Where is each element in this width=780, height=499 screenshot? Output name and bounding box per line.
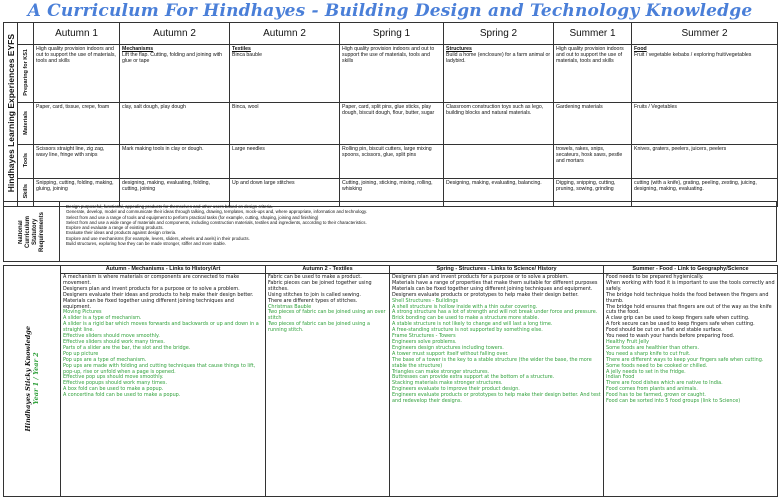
knowledge-line: A mechanism is where materials or components are connected to make movement. (63, 274, 240, 286)
knowledge-header: Autumn 2 - Textiles (266, 266, 390, 274)
page-title: A Curriculum For Hindhayes - Building Design and Technology Knowledge (27, 1, 753, 21)
knowledge-header: Autumn - Mechanisms - Links to History/Art (61, 266, 266, 274)
knowledge-line: A shell structure is hollow inside with a thin outer covering. (392, 303, 538, 310)
knowledge-line: Shell Structures - Buildings (392, 297, 459, 304)
row-label: Tools (22, 153, 29, 168)
knowledge-line: A free-standing structure is not supported by something else. (392, 327, 543, 334)
eyfs-row-preparing (4, 45, 778, 103)
knowledge-line: When working with food it is important to use the tools correctly and safely. (606, 279, 775, 292)
knowledge-year-label: Year 1 / Year 2 (32, 352, 40, 405)
nc-item: Evaluate their ideas and products against design criteria. (66, 230, 177, 236)
knowledge-line: Christmas Bauble (268, 303, 312, 310)
sticky-knowledge-grid (3, 265, 778, 497)
knowledge-line: A claw grip can be used to keep fingers safe when cutting. (606, 315, 750, 322)
knowledge-line: Stacking materials make stronger structures. (392, 380, 503, 387)
knowledge-line: Effective popups should work many times. (63, 380, 168, 387)
knowledge-line: Materials can be fixed together using different joining techniques and equipment. (392, 285, 593, 292)
knowledge-header: Spring - Structures - Links to Science/ History (390, 266, 604, 274)
knowledge-line: There are food dishes which are native to India. (606, 380, 723, 387)
knowledge-line: The base of a tower is the key to a stable structure (the wider the base, the more stable the structure) (392, 356, 592, 369)
term-header: Spring 1 (340, 23, 444, 45)
knowledge-line: Buttresses can provide extra support at the bottom of a structure. (392, 374, 555, 381)
eyfs-cell: Textiles Binca bauble (230, 45, 340, 103)
eyfs-cell: Mechanisms Lift the flap. Cutting, folding and joining with glue or tape (120, 45, 230, 103)
knowledge-line: Designers evaluate products or prototypes to help make their design better. (392, 291, 579, 298)
eyfs-cell: Large needles (230, 145, 340, 179)
knowledge-line: A fork secure can be used to keep fingers safe when cutting. (606, 321, 755, 328)
eyfs-side-label: Hindhayes Learning Experiences EYFS (5, 34, 16, 193)
row-label: Materials (22, 110, 29, 135)
term-header: Autumn 1 (34, 23, 120, 45)
knowledge-line: Materials have a range of properties that make them suitable for different purposes (392, 279, 598, 286)
knowledge-line: Engineers evaluate products or prototypes to help make their design better. And test and redevelop their designs. (392, 392, 601, 405)
knowledge-line: Designers plan and invent products for a purpose or to solve a problem. (392, 274, 569, 280)
eyfs-cell: Knives, graters, peelers, juicers, peelers (632, 145, 778, 179)
knowledge-line: Moving Pictures (63, 309, 102, 316)
knowledge-line: Effective sliders should move smoothly. (63, 333, 160, 340)
eyfs-cell: High quality provision indoors and out to support the use of materials, tools and skills (554, 45, 632, 103)
knowledge-line: Engineers evaluate to improve their product design. (392, 386, 520, 393)
knowledge-line: The bridge hold technique holds the food between the fingers and thumb. (606, 291, 769, 304)
eyfs-cell: trowels, rakes, snips, secateurs, hosk saws, pestle and mortars (554, 145, 632, 179)
row-label: Skills (22, 184, 29, 199)
eyfs-cell: Paper, card, split pins, glue sticks, play dough, biscuit dough, flour, butter, sugar (340, 103, 444, 145)
eyfs-cell: Digging, snipping, cutting, pruning, sowing, grinding (554, 179, 632, 207)
nc-item: Design purposeful, functional, appealing products for themselves and other users based on design criteria. (66, 204, 273, 209)
eyfs-cell: Classroom construction toys such as lego, building blocks and natural materials. (444, 103, 554, 145)
corner-cell (18, 23, 34, 45)
row-label: Preparing for KS1 (22, 49, 29, 96)
knowledge-line: Food has to be farmed, grown or caught. (606, 392, 706, 399)
eyfs-cell: designing, making, evaluating, folding, cutting, joining (120, 179, 230, 207)
knowledge-column (266, 274, 390, 497)
knowledge-line: Fabric can be used to make a product. (268, 274, 362, 280)
nc-item: Select from and use a range of tools and equipment to perform practical tasks (for example, cutting, shaping, joining and finishing) (66, 214, 319, 220)
eyfs-cell: cutting (with a knife), grating, peeling, zesting, juicing, designing, making, evaluating. (632, 179, 778, 207)
knowledge-line: Brick bonding can be used to make a structure more stable. (392, 315, 540, 322)
knowledge-line: Some foods need to be cooked or chilled. (606, 362, 708, 369)
eyfs-cell: clay, salt dough, play dough (120, 103, 230, 145)
eyfs-cell: Snipping, cutting, folding, making, gluing, joining (34, 179, 120, 207)
knowledge-line: Fabric pieces can be joined together using stitches. (268, 279, 372, 292)
knowledge-line: Triangles can make stronger structures. (392, 368, 490, 375)
knowledge-line: Some foods are healthier than others. (606, 344, 700, 351)
knowledge-line: Indian Food (606, 374, 635, 381)
knowledge-line: Healthy Fruit Jelly (606, 338, 649, 345)
knowledge-line: Effective pop ups should move smoothly. (63, 374, 164, 381)
knowledge-line: Food should be cut on a flat and stable surface. (606, 327, 723, 334)
eyfs-cell: Rolling pin, biscuit cutters, large mixing spoons, scissors, glue, split pins (340, 145, 444, 179)
eyfs-cell: Up and down large stitches (230, 179, 340, 207)
knowledge-line: A strong structure has a lot of strength and will not break under force and pressure. (392, 309, 598, 316)
knowledge-column (390, 274, 604, 497)
knowledge-line: You need to wash your hands before preparing food. (606, 333, 735, 340)
knowledge-line: Materials can be fixed together using different joining techniques and equipment. (63, 297, 234, 310)
knowledge-line: Frame Structures - Towers (392, 333, 456, 340)
eyfs-cell: Binca, wool (230, 103, 340, 145)
term-header: Autumn 2 (230, 23, 340, 45)
eyfs-cell: High quality provision indoors and out to support the use of materials, tools and skills (340, 45, 444, 103)
knowledge-line: Engineers solve problems. (392, 338, 457, 345)
eyfs-cell: Designing, making, evaluating, balancing. (444, 179, 554, 207)
row-label-cell (18, 45, 34, 103)
eyfs-side-label-cell (4, 23, 18, 207)
knowledge-line: Two pieces of fabric can be joined using an over stitch (268, 309, 386, 322)
national-curriculum-list (66, 204, 766, 246)
knowledge-line: Engineers design structures including towers. (392, 344, 504, 351)
eyfs-cell (444, 145, 554, 179)
knowledge-line: A concertina fold can be used to make a popup. (63, 392, 181, 399)
knowledge-line: A stable structure is not likely to change and will last a long time. (392, 321, 553, 328)
knowledge-line: Designers plan and invent products for a purpose or to solve a problem. (63, 285, 240, 292)
nc-item: Explore and evaluate a range of existing products. (66, 225, 164, 231)
eyfs-cell: High quality provision indoors and out to support the use of materials, tools and skills (34, 45, 120, 103)
eyfs-row-materials (4, 103, 778, 145)
knowledge-line: Designers evaluate their ideas and products to help make their design better. (63, 291, 254, 298)
knowledge-line: Food needs to be prepared hygienically. (606, 274, 704, 280)
eyfs-cell: Cutting, joining, sticking, mixing, rolling, whisking (340, 179, 444, 207)
eyfs-cell: Paper, card, tissue, crepe, foam (34, 103, 120, 145)
nc-item: Select from and use a wide range of materials and components, including construction materials, textiles and ingredients, according to their characteristics. (66, 219, 367, 225)
term-header: Summer 2 (632, 23, 778, 45)
eyfs-cell: Fruits / Vegetables (632, 103, 778, 145)
term-header: Autumn 2 (120, 23, 230, 45)
knowledge-side-label: Hindhayes Sticky Knowledge (24, 325, 32, 432)
national-curriculum-label-cell (4, 202, 60, 261)
knowledge-line: There are different ways to keep your fingers safe when cutting. (606, 356, 764, 363)
eyfs-grid (3, 22, 778, 207)
knowledge-header: Summer - Food - Link to Geography/Science (604, 266, 778, 274)
knowledge-column (61, 274, 266, 497)
national-curriculum-label: National Curriculum Statutory Requirements (17, 211, 45, 252)
eyfs-cell: Mark making tools in clay or dough. (120, 145, 230, 179)
row-label-cell (18, 103, 34, 145)
knowledge-line: You need a sharp knife to cut fruit. (606, 350, 691, 357)
term-header: Summer 1 (554, 23, 632, 45)
knowledge-line: There are different types of stitches. (268, 297, 358, 304)
nc-item: Explore and use mechanisms (for example, levers, sliders, wheels and axels) in their products. (66, 235, 250, 241)
nc-item: Build structures, exploring how they can be made stronger, stiffer and more stable. (66, 241, 227, 247)
knowledge-line: Two pieces of fabric can be joined using a running stitch. (268, 321, 370, 334)
knowledge-line: Using stitches to join is called sewing. (268, 291, 361, 298)
knowledge-column (604, 274, 778, 497)
knowledge-line: A box fold can be used to make a popup. (63, 386, 164, 393)
knowledge-line: Pop ups are made with folding and cutting techniques that cause things to lift, pop-up, rise or unfold when a page is opened. (63, 362, 256, 375)
eyfs-cell: Scissors straight line, zig zag, wavy line, fringe with snips (34, 145, 120, 179)
row-label-cell (18, 145, 34, 179)
eyfs-cell: Gardening materials (554, 103, 632, 145)
knowledge-side-label-cell (4, 266, 61, 497)
knowledge-line: Food comes from plants and animals. (606, 386, 698, 393)
knowledge-line: Parts of a slider are the bar, the slot and the bridge. (63, 344, 191, 351)
knowledge-line: A jelly needs to set in the fridge. (606, 368, 686, 375)
knowledge-line: Food can be sorted into 5 food groups (link to Science) (606, 398, 741, 405)
eyfs-cell: Structures Build a home (enclosure) for a farm animal or ladybird. (444, 45, 554, 103)
knowledge-line: A slider is a rigid bar which moves forwards and backwards or up and down in a straight line. (63, 321, 259, 334)
knowledge-line: Pop up picture (63, 350, 99, 357)
nc-item: Generate, develop, model and communicate their ideas through talking, drawing, templates, mock-ups and, where appropriate, information and technology. (66, 209, 368, 215)
knowledge-line: A tower must support itself without falling over. (392, 350, 509, 357)
knowledge-line: A slider is a type of mechanism. (63, 315, 142, 322)
national-curriculum-section (3, 201, 777, 262)
knowledge-line: Pop ups are a type of mechanism. (63, 356, 147, 363)
eyfs-cell: Food Fruit / vegetable kebabs / exploring fruit/vegetables (632, 45, 778, 103)
term-header: Spring 2 (444, 23, 554, 45)
knowledge-line: The bridge hold ensures that fingers are out of the way as the knife cuts the food. (606, 303, 772, 316)
eyfs-row-tools (4, 145, 778, 179)
knowledge-line: Effective sliders should work many times. (63, 338, 165, 345)
